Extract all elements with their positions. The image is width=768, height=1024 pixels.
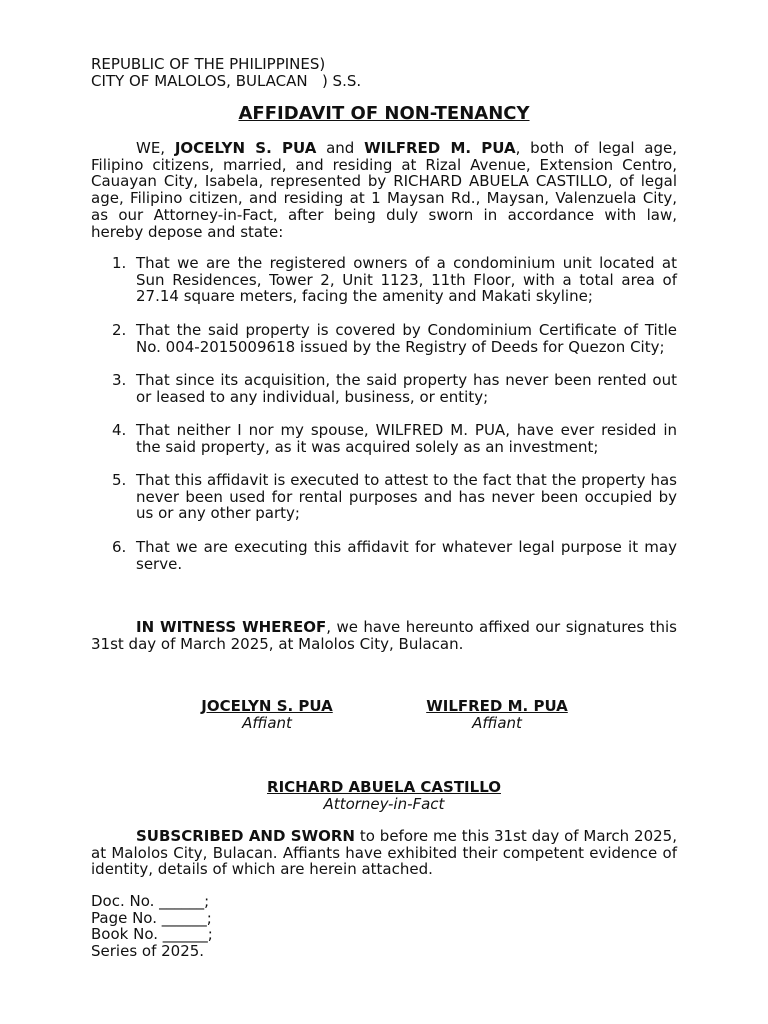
statement-number: 6.: [112, 537, 127, 556]
series-line: Series of 2025.: [91, 942, 205, 961]
intro-we: WE,: [136, 139, 175, 157]
statement-text: That since its acquisition, the said property has never been rented out or leased to any individual, business, or entity;: [136, 370, 677, 406]
signatory-role: Affiant: [472, 713, 522, 732]
statement-text: That we are executing this affidavit for whatever legal purpose it may serve.: [136, 537, 677, 573]
statement-text: That the said property is covered by Condominium Certificate of Title No. 004-2015009618 issued by the Registry of Deeds for Quezon City;: [136, 320, 677, 356]
venue-line-city: CITY OF MALOLOS, BULACAN ) S.S.: [91, 71, 362, 90]
witness-paragraph: [91, 619, 677, 652]
signatory-role: Affiant: [242, 713, 292, 732]
statement-item: [91, 422, 677, 455]
statement-text: That neither I nor my spouse, WILFRED M. PUA, have ever resided in the said property, as it was acquired solely as an investment;: [136, 420, 677, 456]
book-number-line: Book No. ______;: [91, 925, 213, 944]
statement-number: 4.: [112, 420, 127, 439]
statement-number: 1.: [112, 254, 127, 272]
signatory-role: Attorney-in-Fact: [323, 794, 445, 813]
intro-text: , both of legal age, Filipino citizens, married, and residing at Rizal Avenue, Extension Centro, Cauayan City, Isabela, represented by RICHARD ABUELA CASTILLO, of legal age, Filipino citizen, and residing at 1 Maysan Rd., Maysan, Valenzuela City, as our Attorney-in-Fact, after being duly sworn in accordance with law, hereby depose and state:: [91, 139, 677, 241]
statement-item: [91, 255, 677, 305]
signatory-name: RICHARD ABUELA CASTILLO: [267, 778, 501, 796]
jurat-paragraph: [91, 828, 677, 878]
affiant-name-1: JOCELYN S. PUA: [174, 139, 317, 157]
affiant-name-2: WILFRED M. PUA: [364, 139, 516, 157]
intro-paragraph: [91, 140, 677, 240]
jurat-lead: SUBSCRIBED AND SWORN: [136, 827, 355, 845]
signature-block-attorney: [234, 779, 534, 812]
statement-item: [91, 322, 677, 355]
intro-and: and: [316, 139, 365, 157]
statement-number: 2.: [112, 320, 127, 339]
signature-block-affiant-1: [157, 698, 377, 731]
witness-text: , we have hereunto affixed our signatures this 31st day of March 2025, at Malolos City, Bulacan.: [91, 618, 678, 653]
venue-line-republic: REPUBLIC OF THE PHILIPPINES): [91, 55, 326, 73]
page-number-line: Page No. ______;: [91, 908, 212, 927]
witness-lead: IN WITNESS WHEREOF: [136, 618, 327, 636]
statement-text: That this affidavit is executed to attest to the fact that the property has never been used for rental purposes and has never been occupied by us or any other party;: [136, 471, 677, 523]
statement-number: 3.: [112, 370, 127, 389]
statement-number: 5.: [112, 471, 127, 490]
notarial-register: [91, 893, 213, 960]
statement-item: [91, 472, 677, 522]
signatory-name: WILFRED M. PUA: [426, 697, 568, 715]
signature-block-affiant-2: [387, 698, 607, 731]
statement-item: [91, 539, 677, 572]
statement-list: [91, 255, 677, 572]
statement-text: That we are the registered owners of a condominium unit located at Sun Residences, Tower 2, Unit 1123, 11th Floor, with a total area of 27.14 square meters, facing the amenity and Makati skyline;: [136, 254, 677, 306]
venue-header: [91, 56, 361, 89]
statement-item: [91, 372, 677, 405]
jurat-text: to before me this 31st day of March 2025, at Malolos City, Bulacan. Affiants have exhibited their competent evidence of identity, details of which are herein attached.: [91, 827, 677, 879]
signatory-name: JOCELYN S. PUA: [201, 697, 333, 715]
document-title: AFFIDAVIT OF NON-TENANCY: [238, 103, 530, 124]
doc-number-line: Doc. No. ______;: [91, 892, 210, 910]
